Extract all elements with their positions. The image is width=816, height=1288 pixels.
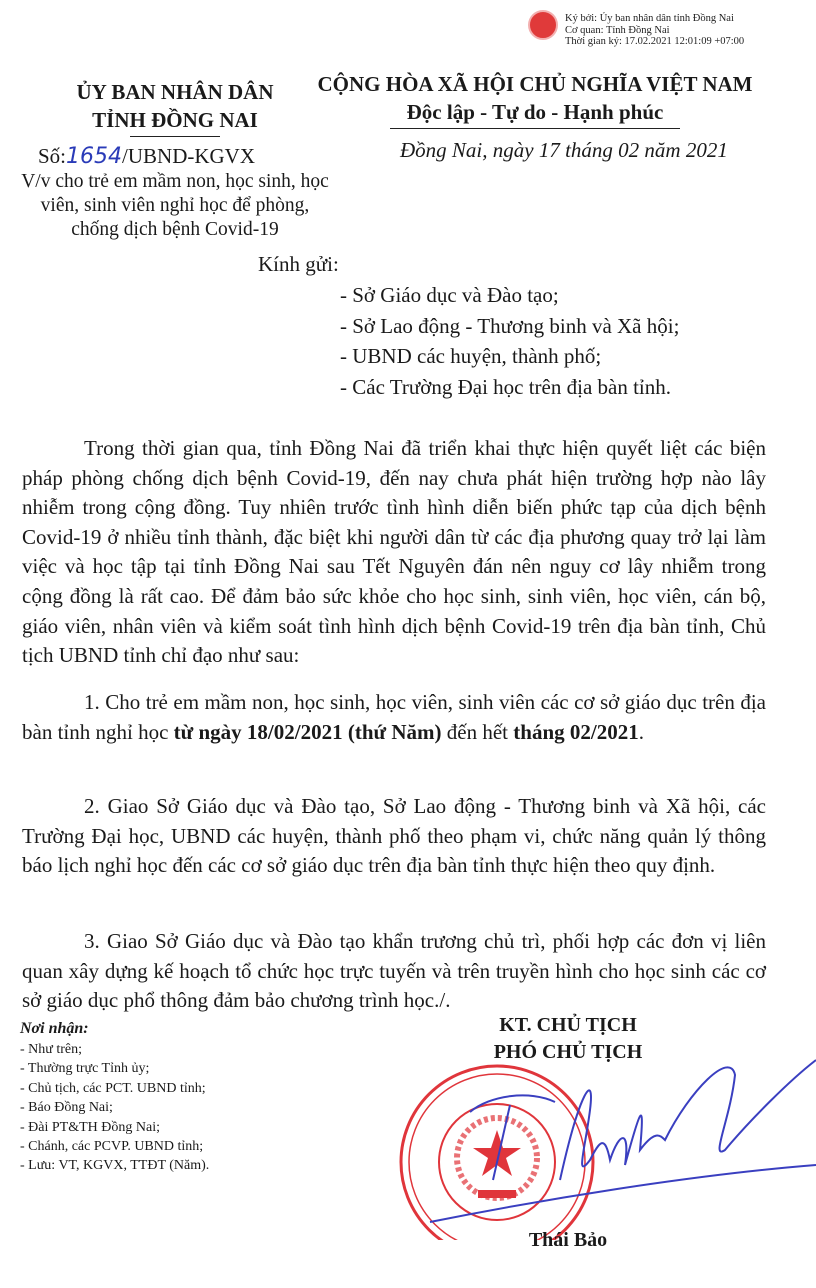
signer-title-line1: KT. CHỦ TỊCH (499, 1014, 637, 1036)
signing-time: Thời gian ký: 17.02.2021 12:01:09 +07:00 (565, 36, 745, 47)
distribution-item: - Như trên; (20, 1042, 83, 1057)
recipients-label: Kính gửi: (258, 252, 339, 276)
subject (20, 170, 330, 242)
item-1 (22, 688, 766, 747)
item1-text: 1. Cho trẻ em mầm non, học sinh, học viên, sinh viên các cơ sở giáo dục trên địa bàn tỉnh nghỉ học (22, 690, 766, 744)
ref-number: 1654 (66, 144, 123, 169)
subject-line: chống dịch bệnh Covid-19 (71, 219, 279, 240)
recipient: - Sở Giáo dục và Đào tạo; (340, 283, 559, 307)
recipients-list (340, 280, 679, 402)
distribution-item: - Lưu: VT, KGVX, TTĐT (Năm). (20, 1158, 210, 1174)
distribution-item: - Thường trực Tỉnh ủy; (20, 1061, 150, 1077)
item1-text: đến hết (441, 719, 514, 744)
intro-text: Trong thời gian qua, tỉnh Đồng Nai đã triển khai thực hiện quyết liệt các biện pháp phòng chống dịch bệnh Covid-19, đến nay chưa phát hiện trường hợp nào lây nhiễm trong cộng đồng. Tuy nhiên trước tình hình diễn biến phức tạp của dịch bệnh Covid-19 ở nhiều tỉnh thành, đặc biệt khi người dân từ các địa phương quay trở lại làm việc và học tập tại tỉnh Đồng Nai sau Tết Nguyên đán nên nguy cơ lây nhiễm trong cộng đồng là rất cao. Để đảm bảo sức khỏe cho học sinh, sinh viên, học viên, cán bộ, giáo viên, nhân viên và kiểm soát tình hình dịch bệnh Covid-19 trên địa bàn tỉnh, Chủ tịch UBND tỉnh chỉ đạo như sau: (22, 436, 766, 668)
signer-title (440, 1012, 696, 1066)
item1-text: . (638, 719, 644, 744)
national-header (300, 70, 770, 129)
subject-line: V/v cho trẻ em mầm non, học sinh, học (21, 171, 329, 192)
motto-underline (390, 128, 680, 129)
distribution-item: - Chủ tịch, các PCT. UBND tỉnh; (20, 1080, 206, 1096)
reference-number (38, 144, 255, 169)
official-seal-and-signature (390, 1050, 816, 1240)
recipient: - Sở Lao động - Thương binh và Xã hội; (340, 313, 680, 338)
signed-by: Ký bởi: Ủy ban nhân dân tỉnh Đồng Nai (565, 13, 734, 24)
issuing-agency (20, 78, 330, 137)
ref-prefix: Số: (38, 144, 67, 168)
item1-month: tháng 02/2021 (513, 719, 639, 744)
official-seal-icon (401, 1066, 593, 1240)
item2-text: 2. Giao Sở Giáo dục và Đào tạo, Sở Lao động - Thương binh và Xã hội, các Trường Đại học, UBND các huyện, thành phố theo phạm vi, chức năng quản lý thông báo lịch nghỉ học đến các cơ sở giáo dục trên địa bàn tỉnh thực hiện theo quy định. (22, 794, 766, 878)
distribution-item: - Báo Đồng Nai; (20, 1100, 113, 1116)
motto: Độc lập - Tự do - Hạnh phúc (406, 100, 664, 124)
item1-date: từ ngày 18/02/2021 (thứ Năm) (173, 719, 442, 744)
ref-suffix: /UBND-KGVX (122, 144, 256, 168)
agency-line2: TỈNH ĐỒNG NAI (92, 108, 258, 132)
item3-text: 3. Giao Sở Giáo dục và Đào tạo khẩn trương chủ trì, phối hợp các đơn vị liên quan xây dựng kế hoạch tổ chức học trực tuyến và trên truyền hình cho học sinh các cơ sở giáo dục phổ thông đảm bảo chương trình học./. (22, 929, 766, 1013)
item-3 (22, 927, 766, 1016)
item-2 (22, 792, 766, 881)
signer-name: Thái Bảo (528, 1229, 608, 1251)
distribution-item: - Chánh, các PCVP. UBND tỉnh; (20, 1139, 204, 1155)
intro-paragraph (22, 434, 766, 671)
distribution-item: - Đài PT&TH Đồng Nai; (20, 1119, 160, 1135)
digital-signature-seal-icon (528, 10, 558, 40)
digital-signature-info (565, 13, 744, 48)
subject-line: viên, sinh viên nghỉ học để phòng, (40, 195, 310, 216)
recipient: - Các Trường Đại học trên địa bàn tỉnh. (340, 374, 672, 399)
distribution-title: Nơi nhận: (20, 1020, 89, 1037)
recipient: - UBND các huyện, thành phố; (340, 344, 602, 368)
country-name: CỘNG HÒA XÃ HỘI CHỦ NGHĨA VIỆT NAM (317, 72, 753, 96)
agency-line1: ỦY BAN NHÂN DÂN (76, 80, 274, 104)
signing-agency: Cơ quan: Tỉnh Đồng Nai (565, 24, 670, 36)
signer-title-line2: PHÓ CHỦ TỊCH (493, 1041, 643, 1063)
document-date: Đồng Nai, ngày 17 tháng 02 năm 2021 (400, 138, 728, 162)
agency-underline (130, 136, 220, 137)
distribution-list (20, 1018, 209, 1176)
